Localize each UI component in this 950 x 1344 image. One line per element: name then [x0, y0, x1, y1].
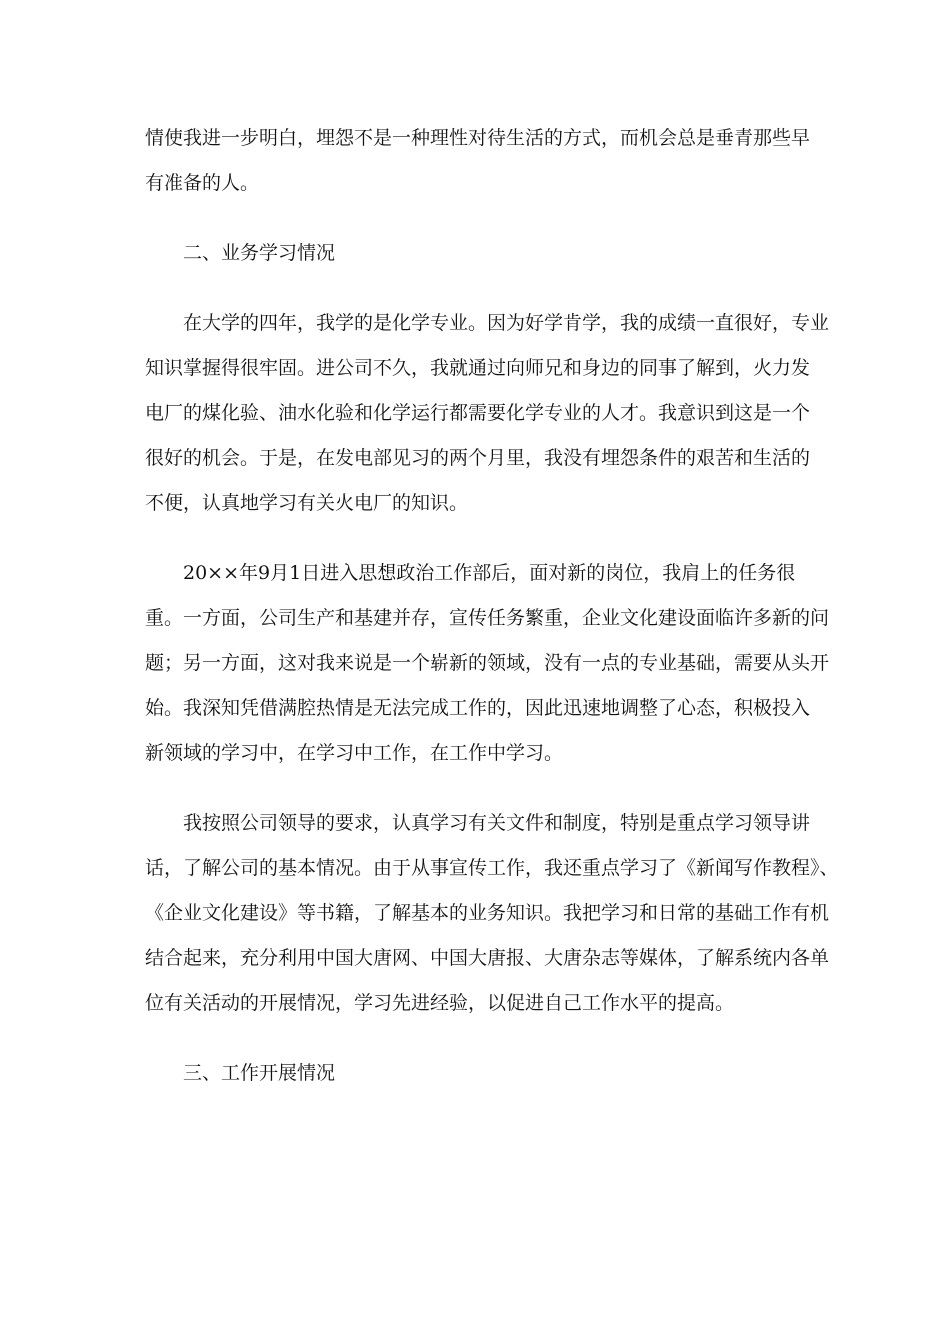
text-line: 不便，认真地学习有关火电厂的知识。: [145, 492, 469, 514]
text-line: 情使我进一步明白，埋怨不是一种理性对待生活的方式，而机会总是垂青那些早: [145, 127, 811, 149]
paragraph-university: [145, 301, 830, 526]
heading-text: 三、工作开展情况: [183, 1062, 336, 1084]
text-line: 始。我深知凭借满腔热情是无法完成工作的，因此迅速地调整了心态，积极投入: [145, 697, 811, 719]
text-line: 话，了解公司的基本情况。由于从事宣传工作，我还重点学习了《新闻写作教程》、: [145, 857, 839, 879]
text-line: 有准备的人。: [145, 172, 260, 194]
heading-text: 二、业务学习情况: [183, 242, 336, 264]
text-line: 《企业文化建设》等书籍，了解基本的业务知识。我把学习和日常的基础工作有机: [145, 902, 830, 924]
text-line: 重。一方面，公司生产和基建并存，宣传任务繁重，企业文化建设面临许多新的问: [145, 607, 830, 629]
text-line: 20××年9月1日进入思想政治工作部后，面对新的岗位，我肩上的任务很: [183, 562, 796, 584]
paragraph-study: [145, 801, 839, 1026]
text-line: 知识掌握得很牢固。进公司不久，我就通过向师兄和身边的同事了解到，火力发: [145, 357, 811, 379]
document-body: [145, 116, 839, 1121]
section-heading-business-study: [145, 231, 809, 276]
paragraph-new-post: [145, 551, 830, 776]
text-line: 我按照公司领导的要求，认真学习有关文件和制度，特别是重点学习领导讲: [183, 812, 811, 834]
text-line: 结合起来，充分利用中国大唐网、中国大唐报、大唐杂志等媒体，了解系统内各单: [145, 947, 830, 969]
paragraph-opening: [145, 116, 809, 206]
text-line: 很好的机会。于是，在发电部见习的两个月里，我没有埋怨条件的艰苦和生活的: [145, 447, 811, 469]
text-line: 在大学的四年，我学的是化学专业。因为好学肯学，我的成绩一直很好，专业: [183, 312, 830, 334]
section-heading-work-progress: [145, 1051, 809, 1096]
text-line: 题；另一方面，这对我来说是一个崭新的领域，没有一点的专业基础，需要从头开: [145, 652, 830, 674]
text-line: 位有关活动的开展情况，学习先进经验，以促进自己工作水平的提高。: [145, 992, 735, 1014]
text-line: 电厂的煤化验、油水化验和化学运行都需要化学专业的人才。我意识到这是一个: [145, 402, 811, 424]
text-line: 新领域的学习中，在学习中工作，在工作中学习。: [145, 742, 564, 764]
